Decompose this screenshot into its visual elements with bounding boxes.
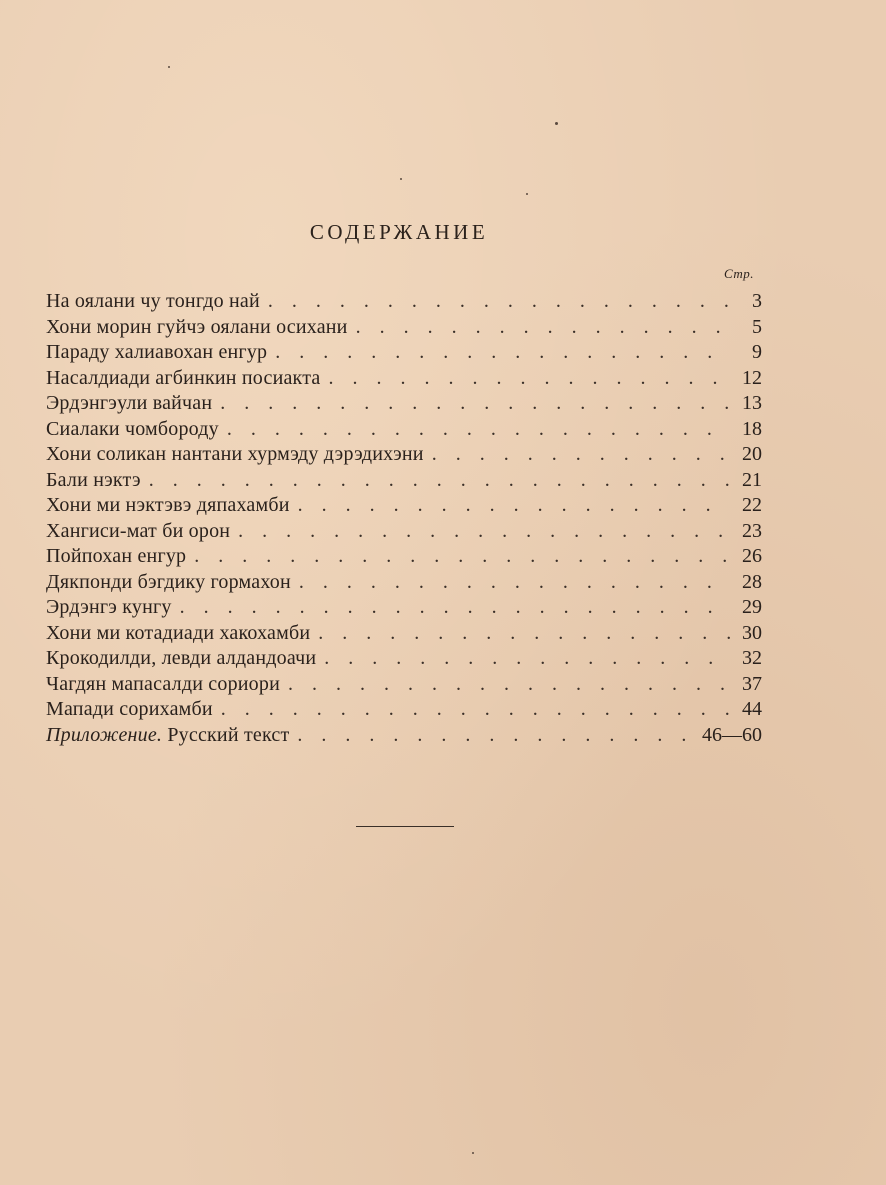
toc-entry-title: Хони ми котадиади хакохамби [46,621,311,644]
paper-speck [400,178,402,180]
table-of-contents [46,290,762,749]
toc-entry [46,698,762,724]
toc-entry-page: 28 [742,570,762,593]
toc-entry [46,341,762,367]
toc-entry-appendix [46,724,762,750]
paper-speck [472,1152,474,1154]
toc-entry-page: 18 [742,417,762,440]
dot-leader [288,673,730,696]
dot-leader [238,520,730,543]
toc-entry [46,571,762,597]
toc-entry-title: Хангиси-мат би орон [46,519,231,542]
toc-entry-page: 3 [752,290,762,312]
toc-entry-page: 44 [742,698,762,720]
toc-entry [46,418,762,444]
paper-speck [168,66,170,68]
dot-leader [275,341,730,364]
dot-leader [324,647,730,670]
dot-leader [180,596,730,619]
toc-entry-title: Крокодилди, левди алдандоачи [46,647,317,669]
dot-leader [268,290,730,313]
toc-entry-title: Эрдэнгэ кунгу [46,596,172,618]
toc-entry [46,596,762,622]
dot-leader [220,392,730,415]
toc-entry-page: 12 [742,366,762,389]
toc-entry-page: 20 [742,443,762,465]
toc-entry [46,443,762,469]
toc-entry-title: На оялани чу тонгдо най [46,290,260,312]
toc-entry-page: 29 [742,596,762,618]
toc-entry-page: 13 [742,392,762,414]
toc-entry-page: 26 [742,545,762,567]
closing-rule [356,826,454,827]
dot-leader [318,622,730,645]
toc-entry-title: Мапади сорихамби [46,698,213,720]
dot-leader [432,443,730,466]
toc-entry-page: 22 [742,494,762,516]
toc-entry [46,316,762,342]
toc-entry-page: 5 [752,315,762,338]
dot-leader [328,367,730,390]
toc-entry-title: Эрдэнгэули вайчан [46,392,213,414]
dot-leader [298,494,730,517]
toc-entry-title: Дякпонди бэгдику гормахон [46,570,291,593]
toc-entry [46,545,762,571]
toc-entry-title: Хони морин гуйчэ оялани осихани [46,315,348,338]
toc-entry [46,622,762,648]
toc-entry-title: Бали нэктэ [46,468,141,491]
toc-entry [46,673,762,699]
toc-entry [46,367,762,393]
page-column-label: Стр. [724,266,754,281]
toc-entry [46,494,762,520]
toc-entry-title: Чагдян мапасалди сориори [46,672,280,695]
dot-leader [194,545,730,568]
dot-leader [299,571,730,594]
toc-entry-page: 21 [742,468,762,491]
appendix-text: Русский текст [167,723,290,746]
toc-entry-title: Параду халиавохан енгур [46,341,268,363]
toc-entry-title: Пойпохан енгур [46,545,187,567]
dot-leader [227,418,730,441]
toc-entry-title: Сиалаки чомбороду [46,417,219,440]
dot-leader [297,724,692,747]
paper-speck [555,122,558,125]
toc-entry-title: Хони соликан нантани хурмэду дэрэдихэни [46,443,424,465]
toc-entry-title: Хони ми нэктэвэ дяпахамби [46,494,290,516]
paper-speck [526,193,528,195]
toc-entry-page: 23 [742,519,762,542]
page-title: СОДЕРЖАНИЕ [309,220,489,244]
toc-entry-title: Насалдиади агбинкин посиакта [46,366,321,389]
appendix-title [46,724,289,747]
toc-entry [46,469,762,495]
toc-entry-page: 32 [742,647,762,669]
dot-leader [149,469,730,492]
toc-entry-page: 30 [742,621,762,644]
appendix-page: 46—60 [702,723,762,746]
appendix-label: Приложение. [46,723,163,746]
dot-leader [356,316,730,339]
toc-entry [46,290,762,316]
toc-entry [46,392,762,418]
toc-entry [46,520,762,546]
toc-entry-page: 9 [752,341,762,363]
toc-entry-page: 37 [742,672,762,695]
dot-leader [221,698,730,721]
toc-entry [46,647,762,673]
